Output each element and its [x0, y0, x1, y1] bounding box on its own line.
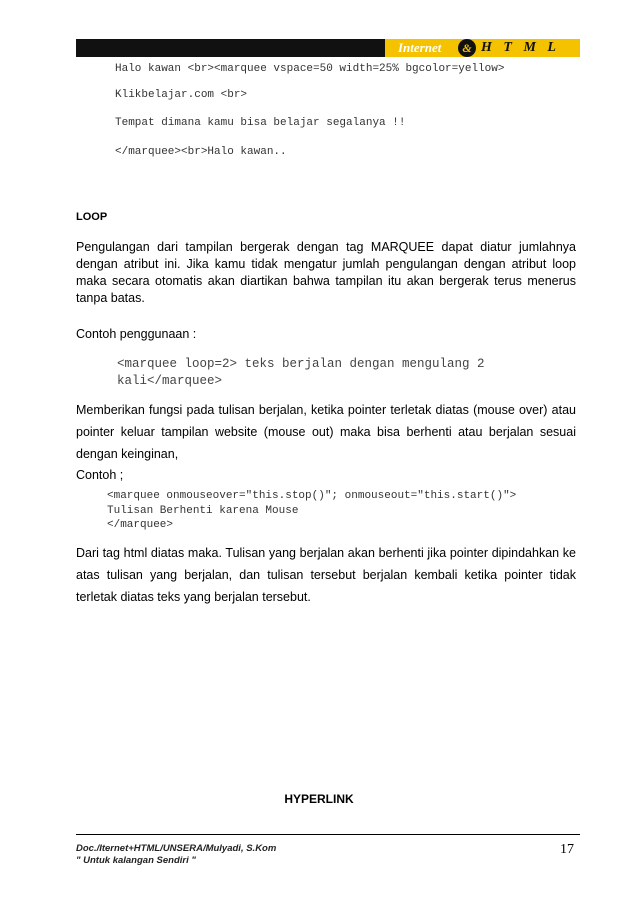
page-number: 17: [560, 842, 574, 857]
code-line: Halo kawan <br><marquee vspace=50 width=25% bgcolor=yellow>: [115, 63, 505, 75]
example-label: Contoh ;: [76, 468, 124, 482]
header-title-html: H T M L: [481, 40, 560, 55]
footer-note: " Untuk kalangan Sendiri ": [76, 855, 196, 866]
footer-doc-line: Doc./Iternet+HTML/UNSERA/Mulyadi, S.Kom: [76, 843, 277, 854]
code-line: Klikbelajar.com <br>: [115, 89, 248, 101]
header-ampersand-icon: &: [458, 39, 476, 57]
section-heading-hyperlink: HYPERLINK: [284, 792, 354, 806]
code-line: kali</marquee>: [117, 374, 223, 388]
code-line: <marquee loop=2> teks berjalan dengan mengulang 2: [117, 357, 485, 371]
code-line: </marquee>: [107, 519, 174, 531]
loop-paragraph: Pengulangan dari tampilan bergerak dengan tag MARQUEE dapat diatur jumlahnya dengan atribut ini. Jika kamu tidak mengatur jumlah pengulangan dengan atribut loop maka secara otomatis akan diartikan bahwa tampilan itu akan bergerak terus menerus tanpa batas.: [76, 240, 576, 305]
closing-paragraph: Dari tag html diatas maka. Tulisan yang berjalan akan berhenti jika pointer dipindahkan ke atas tulisan yang berjalan, dan tulisan tersebut berjalan kembali ketika pointer tidak terletak diatas teks yang berjalan tersebut.: [76, 546, 576, 604]
footer-divider: [76, 834, 580, 835]
section-heading-loop: LOOP: [76, 211, 108, 223]
code-line: Tempat dimana kamu bisa belajar segalanya !!: [115, 117, 406, 129]
code-line: <marquee onmouseover="this.stop()"; onmouseout="this.start()">: [107, 490, 517, 502]
code-line: Tulisan Berhenti karena Mouse: [107, 505, 299, 517]
code-line: </marquee><br>Halo kawan..: [115, 146, 287, 158]
example-label: Contoh penggunaan :: [76, 327, 197, 341]
mouse-paragraph: Memberikan fungsi pada tulisan berjalan, ketika pointer terletak diatas (mouse over) atau pointer keluar tampilan website (mouse out) maka bisa berhenti atau berjalan sesuai dengan keinginan,: [76, 403, 576, 461]
footer-doc-info: [76, 843, 276, 867]
header-title-internet: Internet: [398, 40, 442, 55]
